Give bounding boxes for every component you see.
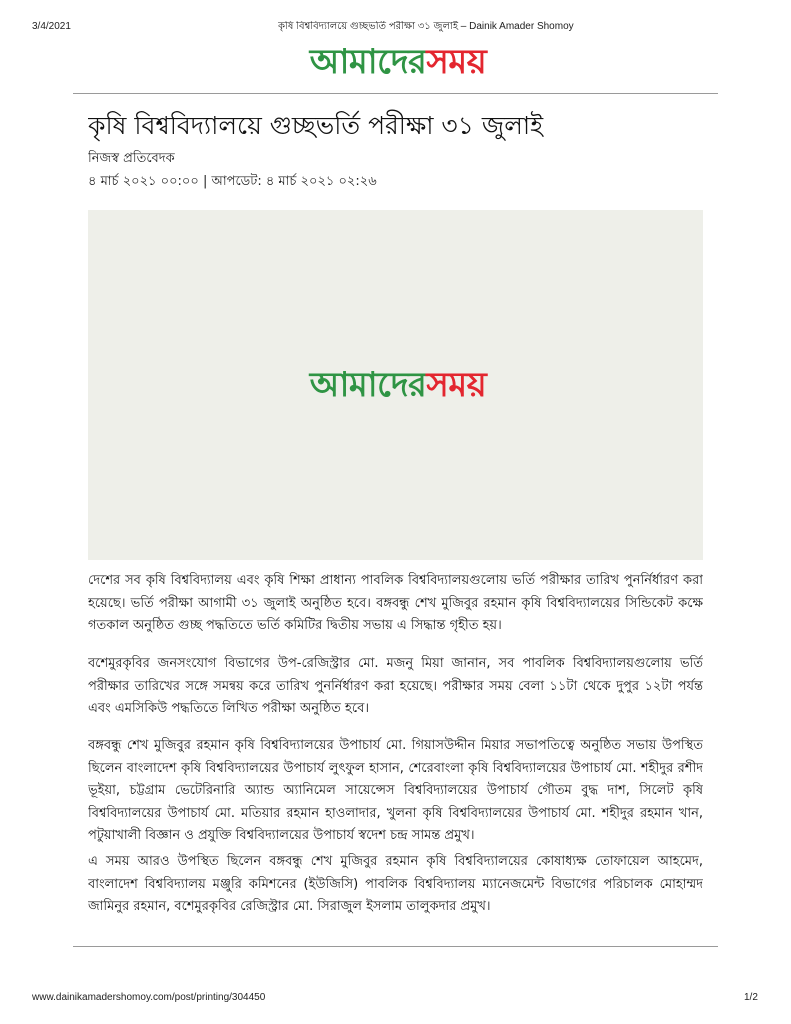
site-logo <box>285 42 511 82</box>
article-paragraph: দেশের সব কৃষি বিশ্ববিদ্যালয় এবং কৃষি শিক্ষা প্রাধান্য পাবলিক বিশ্ববিদ্যালয়গুলোয় ভর্তি পরীক্ষার তারিখ পুনর্নির্ধারণ করা হয়েছে। ভর্তি পরীক্ষা আগামী ৩১ জুলাই অনুষ্ঠিত হবে। বঙ্গবন্ধু শেখ মুজিবুর রহমান কৃষি বিশ্ববিদ্যালয়ের সিন্ডিকেট কক্ষে গতকাল অনুষ্ঠিত গুচ্ছ পদ্ধতিতে ভর্তি কমিটির দ্বিতীয় সভায় এ সিদ্ধান্ত গৃহীত হয়। <box>88 573 703 633</box>
print-footer-url: www.dainikamadershomoy.com/post/printing/304450 <box>32 992 266 1003</box>
article-paragraph: এ সময় আরও উপস্থিত ছিলেন বঙ্গবন্ধু শেখ মুজিবুর রহমান কৃষি বিশ্ববিদ্যালয়ের কোষাধ্যক্ষ তোফায়েল আহমেদ, বাংলাদেশ বিশ্ববিদ্যালয় মঞ্জুরি কমিশনের (ইউজিসি) পাবলিক বিশ্ববিদ্যালয় ম্যানেজমেন্ট বিভাগের পরিচালক মোহাম্মদ জামিনুর রহমান, বশেমুরকৃবির রেজিস্ট্রার মো. সিরাজুল ইসলাম তালুকদার প্রমুখ। <box>88 854 703 914</box>
print-date: 3/4/2021 <box>32 21 71 32</box>
footer-divider <box>73 946 718 947</box>
print-page-title: কৃষি বিশ্ববিদ্যালয়ে গুচ্ছভর্তি পরীক্ষা ৩১ জুলাই – Dainik Amader Shomoy <box>278 21 574 32</box>
article-paragraph: বশেমুরকৃবির জনসংযোগ বিভাগের উপ-রেজিস্ট্রার মো. মজনু মিয়া জানান, সব পাবলিক বিশ্ববিদ্যালয়গুলোয় ভর্তি পরীক্ষার তারিখের সঙ্গে সমন্বয় করে তারিখ পুনর্নির্ধারণ করা হয়েছে। পরীক্ষার সময় বেলা ১১টা থেকে দুপুর ১২টা পর্যন্ত এবং এমসিকিউ পদ্ধতিতে লিখিত পরীক্ষা অনুষ্ঠিত হবে। <box>88 656 703 716</box>
placeholder-logo-text-amader: আমাদের <box>309 365 427 405</box>
article-image-placeholder <box>88 210 703 560</box>
article-author: নিজস্ব প্রতিবেদক <box>88 151 175 166</box>
print-page-number: 1/2 <box>744 992 758 1003</box>
article-dateline: ৪ মার্চ ২০২১ ০০:০০ | আপডেট: ৪ মার্চ ২০২১ ০২:২৬ <box>88 174 377 189</box>
logo-text-amader: আমাদের <box>309 42 427 82</box>
placeholder-logo <box>285 365 511 405</box>
logo-text-shomoy: সময় <box>426 42 487 82</box>
header-divider <box>73 93 718 94</box>
article-paragraph: বঙ্গবন্ধু শেখ মুজিবুর রহমান কৃষি বিশ্ববিদ্যালয়ের উপাচার্য মো. গিয়াসউদ্দীন মিয়ার সভাপতিত্বে অনুষ্ঠিত সভায় উপস্থিত ছিলেন বাংলাদেশ কৃষি বিশ্ববিদ্যালয়ের উপাচার্য লুৎফুল হাসান, শেরেবাংলা কৃষি বিশ্ববিদ্যালয়ের উপাচার্য মো. শহীদুর রশীদ ভূইয়া, চট্টগ্রাম ভেটেরিনারি অ্যান্ড অ্যানিমেল সায়েন্সেস বিশ্ববিদ্যালয়ের উপাচার্য গৌতম বুদ্ধ দাশ, সিলেট কৃষি বিশ্ববিদ্যালয়ের উপাচার্য মো. মতিয়ার রহমান হাওলাদার, খুলনা কৃষি বিশ্ববিদ্যালয়ের উপাচার্য মো. শহীদুর রহমান খান, পটুয়াখালী বিজ্ঞান ও প্রযুক্তি বিশ্ববিদ্যালয়ের উপাচার্য স্বদেশ চন্দ্র সামন্ত প্রমুখ। <box>88 738 703 843</box>
placeholder-logo-text-shomoy: সময় <box>426 365 487 405</box>
article-title: কৃষি বিশ্ববিদ্যালয়ে গুচ্ছভর্তি পরীক্ষা ৩১ জুলাই <box>88 111 544 140</box>
